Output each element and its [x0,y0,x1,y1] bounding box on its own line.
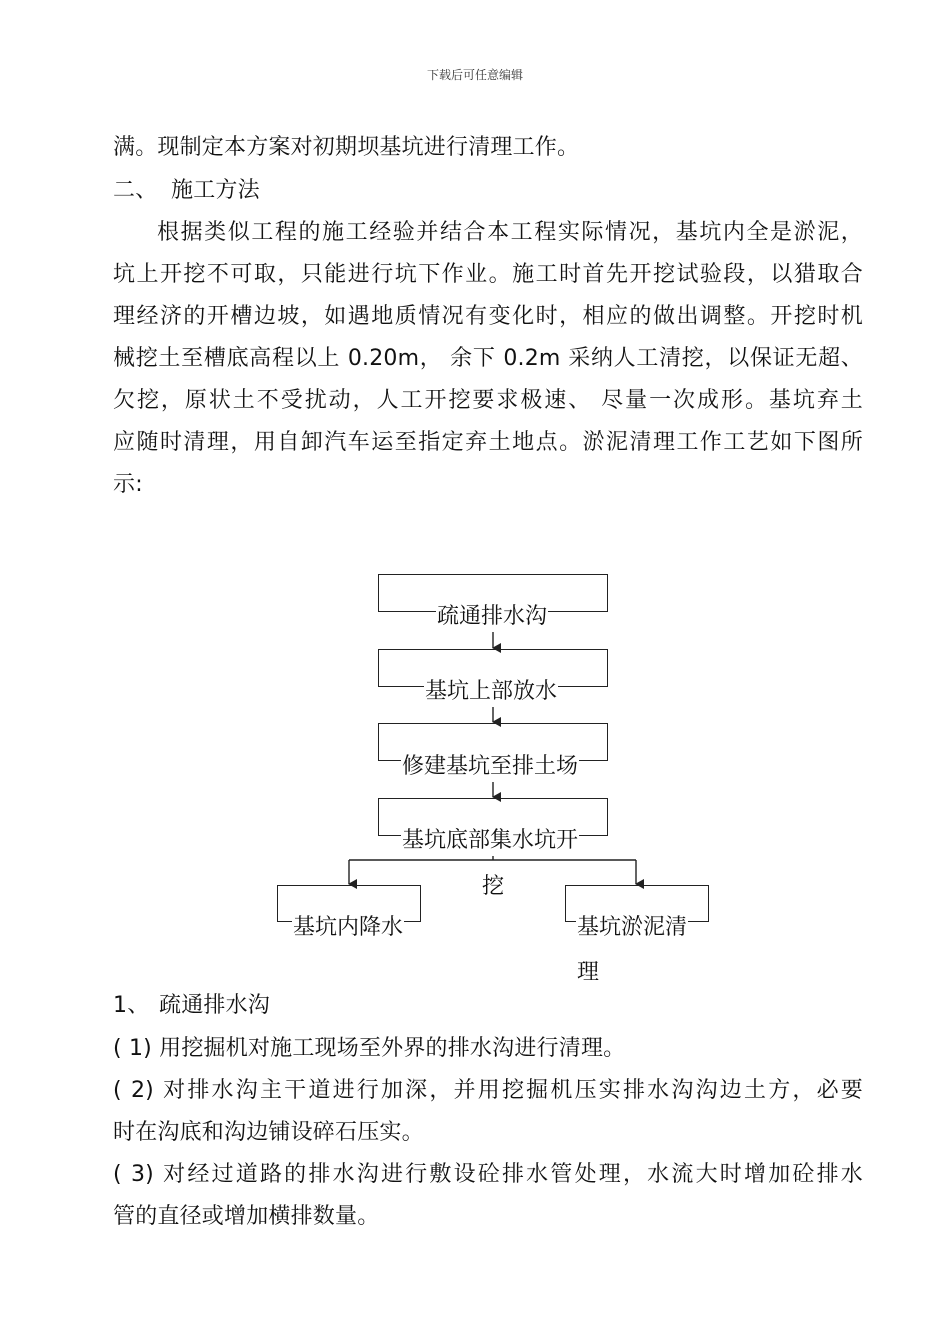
paragraph-line: 示: [113,472,143,497]
flow-label-right-branch-continued: 理 [576,958,600,988]
subsection-number: 1、 [113,993,150,1018]
section-heading [113,176,863,206]
paragraph-line: 欠挖，原状土不受扰动，人工开挖要求极速、 尽量一次成形。基坑弃土 [113,388,863,413]
flow-label-step1: 疏通排水沟 [436,602,548,632]
list-item: ( 3) 对经过道路的排水沟进行敷设砼排水管处理，水流大时增加砼排水 [113,1162,863,1187]
list-item: ( 1) 用挖掘机对施工现场至外界的排水沟进行清理。 [113,1036,626,1061]
subsection-heading [113,991,863,1021]
list-item-continued: 管的直径或增加横排数量。 [113,1204,380,1229]
paragraph-line: 坑上开挖不可取，只能进行坑下作业。施工时首先开挖试验段，以猎取合 [113,262,863,287]
paragraph-line: 根据类似工程的施工经验并结合本工程实际情况，基坑内全是淤泥， [157,220,863,245]
section-number: 二、 [113,178,158,203]
flow-label-step4: 基坑底部集水坑开 [401,826,579,856]
flow-label-right-branch: 基坑淤泥清 [576,913,688,943]
list-item-continued: 时在沟底和沟边铺设碎石压实。 [113,1120,424,1145]
paragraph-line: 应随时清理，用自卸汽车运至指定弃土地点。淤泥清理工作工艺如下图所 [113,430,863,455]
paragraph-line: 械挖土至槽底高程以上 0.20m， 余下 0.2m 采纳人工清挖，以保证无超、 [113,346,863,371]
paragraph-line: 理经济的开槽边坡，如遇地质情况有变化时，相应的做出调整。开挖时机 [113,304,863,329]
subsection-title: 疏通排水沟 [159,993,271,1018]
flow-label-step2: 基坑上部放水 [424,677,558,707]
list-item: ( 2) 对排水沟主干道进行加深，并用挖掘机压实排水沟沟边土方，必要 [113,1078,863,1103]
body-line: 满。现制定本方案对初期坝基坑进行清理工作。 [113,135,580,160]
section-title: 施工方法 [171,178,260,203]
flow-label-left-branch: 基坑内降水 [292,913,404,943]
flow-label-step4-continued: 挖 [481,872,505,902]
page-header-watermark: 下载后可任意编辑 [426,68,523,82]
flow-label-step3: 修建基坑至排土场 [401,752,579,782]
